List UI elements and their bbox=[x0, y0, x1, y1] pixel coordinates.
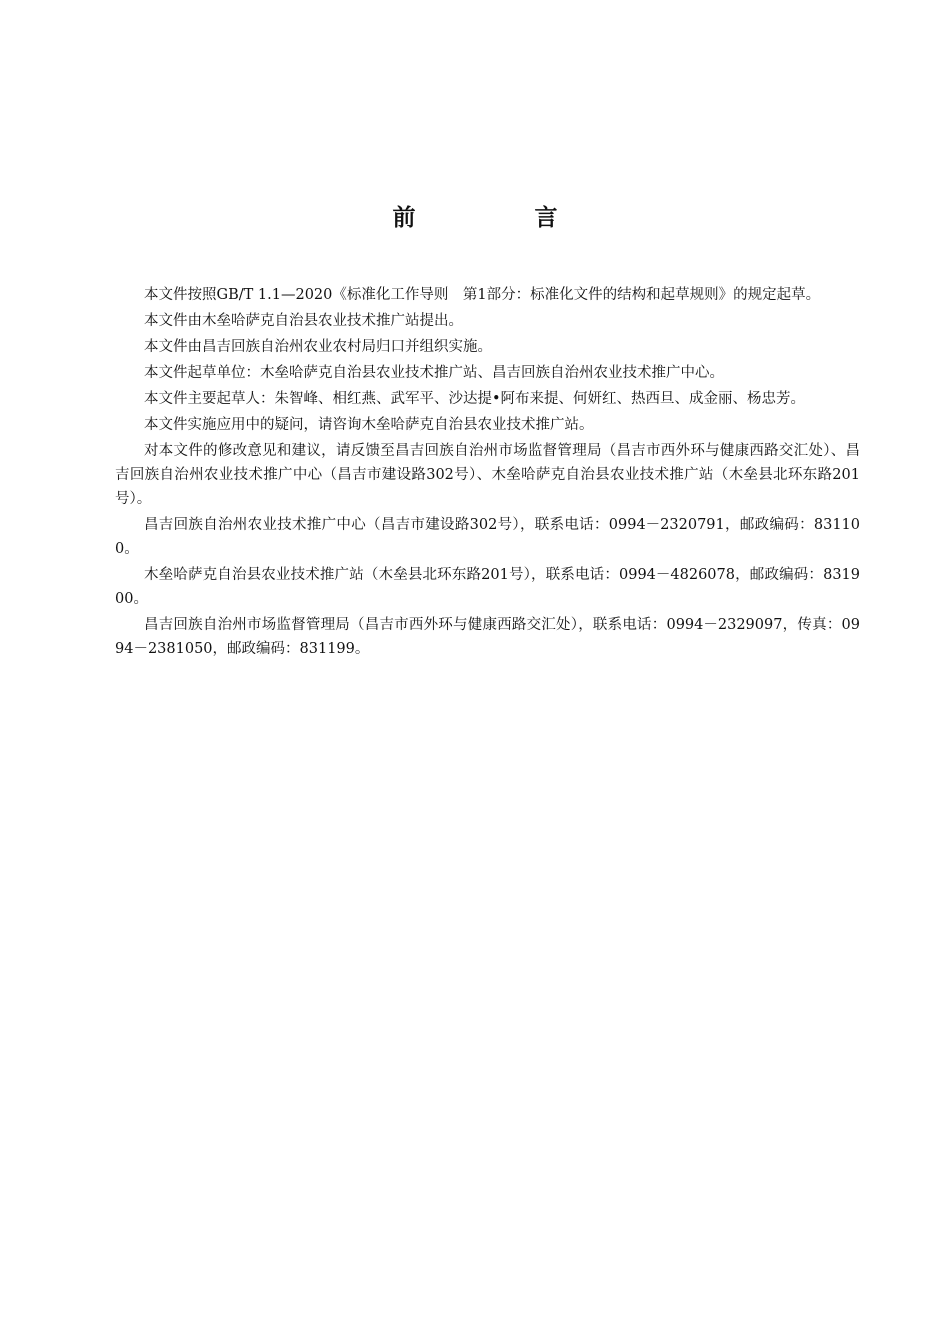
paragraph-contact-market-bureau: 昌吉回族自治州市场监督管理局（昌吉市西外环与健康西路交汇处），联系电话：0994－2329097，传真：0994－2381050，邮政编码：831199。 bbox=[115, 617, 860, 657]
paragraph-drafting-units: 本文件起草单位：木垒哈萨克自治县农业技术推广站、昌吉回族自治州农业技术推广中心。 bbox=[144, 365, 724, 381]
paragraph-inquiries: 本文件实施应用中的疑问，请咨询木垒哈萨克自治县农业技术推广站。 bbox=[144, 417, 594, 433]
paragraph-proposer: 本文件由木垒哈萨克自治县农业技术推广站提出。 bbox=[144, 313, 463, 329]
foreword-body bbox=[115, 283, 860, 663]
paragraph-contact-changji-center: 昌吉回族自治州农业技术推广中心（昌吉市建设路302号），联系电话：0994－2320791，邮政编码：831100。 bbox=[115, 517, 860, 557]
paragraph-contact-mulei-station: 木垒哈萨克自治县农业技术推广站（木垒县北环东路201号），联系电话：0994－4826078，邮政编码：831900。 bbox=[115, 567, 860, 607]
paragraph-drafters: 本文件主要起草人：朱智峰、相红燕、武军平、沙达提•阿布来提、何妍红、热西旦、成金丽、杨忠芳。 bbox=[144, 391, 806, 407]
paragraph-administrator: 本文件由昌吉回族自治州农业农村局归口并组织实施。 bbox=[144, 339, 492, 355]
page-title: 前 言 bbox=[392, 205, 606, 231]
paragraph-drafting-rules: 本文件按照GB/T 1.1—2020《标准化工作导则 第1部分：标准化文件的结构和起草规则》的规定起草。 bbox=[144, 287, 821, 303]
paragraph-feedback: 对本文件的修改意见和建议，请反馈至昌吉回族自治州市场监督管理局（昌吉市西外环与健康西路交汇处）、昌吉回族自治州农业技术推广中心（昌吉市建设路302号）、木垒哈萨克自治县农业技术推广站（木垒县北环东路201号）。 bbox=[115, 443, 860, 507]
